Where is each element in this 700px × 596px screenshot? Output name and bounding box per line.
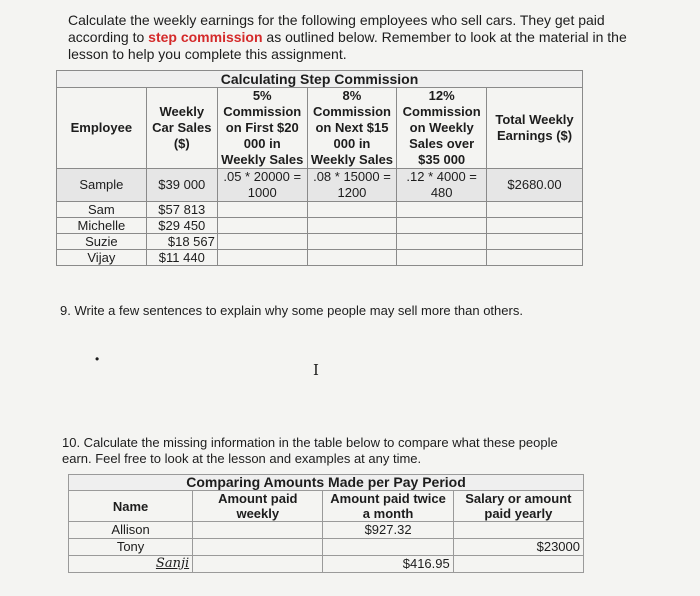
answer-cell[interactable] [217,202,307,218]
stray-dot: • [95,352,100,366]
employee-sales: $57 813 [146,202,217,218]
answer-cell[interactable] [487,202,583,218]
header-rate1: 5% Commission on First $20 000 in Weekly Sales [217,88,307,169]
person-name: Allison [69,522,193,539]
header-total: Total Weekly Earnings ($) [487,88,583,169]
answer-cell[interactable] [397,234,487,250]
header-salary: Salary or amount paid yearly [453,491,583,522]
salary-cell[interactable]: $23000 [453,539,583,556]
weekly-cell[interactable] [193,539,323,556]
sample-row [57,169,583,202]
employee-name: Sam [57,202,147,218]
twice-month-cell[interactable] [323,539,453,556]
answer-cell[interactable] [397,202,487,218]
header-weekly: Amount paid weekly [193,491,323,522]
header-weekly-sales: Weekly Car Sales ($) [146,88,217,169]
person-name: Tony [69,539,193,556]
twice-month-cell[interactable]: $416.95 [323,556,453,573]
table-row [57,202,583,218]
person-name: Sanji [69,556,193,573]
question-9: 9. Write a few sentences to explain why some people may sell more than others. [60,303,523,318]
step-commission-table [56,70,583,266]
question-10: 10. Calculate the missing information in the table below to compare what these people earn. Feel free to look at the lesson and examples at any time. [62,435,558,466]
employee-name: Suzie [57,234,147,250]
table-row [57,218,583,234]
sample-name: Sample [57,169,147,202]
table2-caption: Comparing Amounts Made per Pay Period [69,475,584,491]
instructions [68,12,628,63]
answer-cell[interactable] [397,218,487,234]
employee-sales: $29 450 [146,218,217,234]
answer-cell[interactable] [487,234,583,250]
answer-cell[interactable] [307,218,397,234]
pay-period-table [68,474,584,573]
answer-cell[interactable] [217,234,307,250]
header-employee: Employee [57,88,147,169]
sample-total: $2680.00 [487,169,583,202]
employee-sales: $11 440 [146,250,217,266]
answer-cell[interactable] [487,218,583,234]
salary-cell[interactable] [453,522,583,539]
sample-c2: .08 * 15000 = 1200 [307,169,397,202]
table-row [69,539,584,556]
answer-cell[interactable] [217,250,307,266]
sample-c1: .05 * 20000 = 1000 [217,169,307,202]
answer-cell[interactable] [217,218,307,234]
salary-cell[interactable] [453,556,583,573]
answer-cell[interactable] [307,250,397,266]
sample-sales: $39 000 [146,169,217,202]
header-twice-month: Amount paid twice a month [323,491,453,522]
answer-cell[interactable] [307,234,397,250]
header-name: Name [69,491,193,522]
sample-c3: .12 * 4000 = 480 [397,169,487,202]
weekly-cell[interactable] [193,556,323,573]
header-rate3: 12% Commission on Weekly Sales over $35 000 [397,88,487,169]
twice-month-cell[interactable]: $927.32 [323,522,453,539]
instructions-text-1: Calculate the weekly earnings for the following employees who sell cars. They get paid according to [68,12,605,45]
table-row [57,250,583,266]
table1-caption: Calculating Step Commission [57,71,583,88]
instructions-text-2: as outlined below. Remember to look at the material in the lesson to help you complete this assignment. [68,29,627,62]
answer-cell[interactable] [307,202,397,218]
table-row [69,522,584,539]
step-commission-highlight: step commission [148,29,263,45]
employee-name: Michelle [57,218,147,234]
employee-name: Vijay [57,250,147,266]
answer-cell[interactable] [487,250,583,266]
employee-sales: $18 567 [146,234,217,250]
answer-cell[interactable] [397,250,487,266]
table-row [57,234,583,250]
header-rate2: 8% Commission on Next $15 000 in Weekly Sales [307,88,397,169]
table-row [69,556,584,573]
text-cursor-icon: I [313,361,319,379]
weekly-cell[interactable] [193,522,323,539]
